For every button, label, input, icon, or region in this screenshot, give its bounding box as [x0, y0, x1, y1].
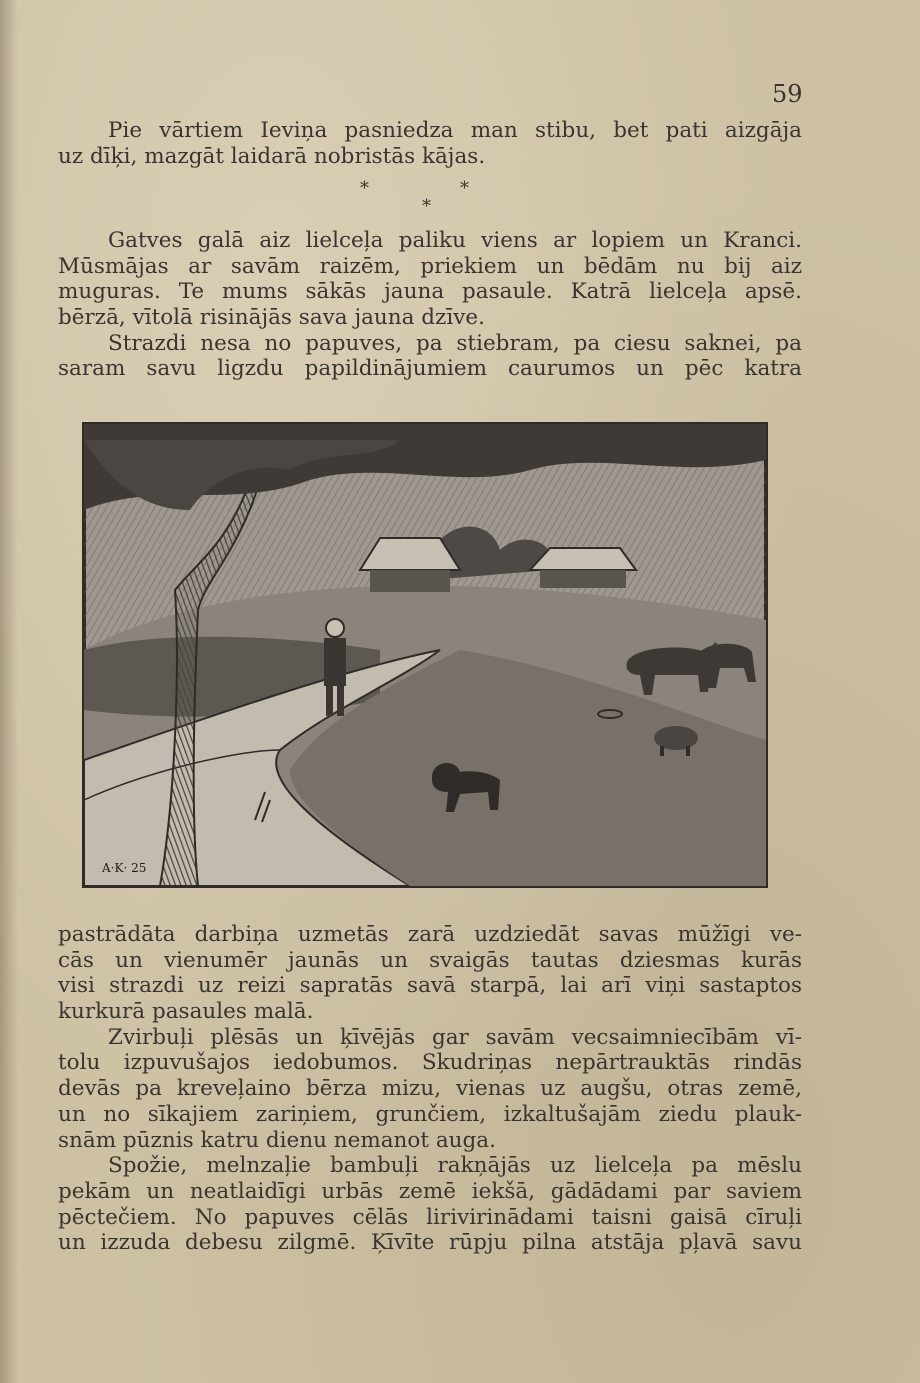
text-line: snām pūznis katru dienu nemanot auga.: [58, 1127, 496, 1153]
text-line: uz dīķi, mazgāt laidarā nobristās kājas.: [58, 143, 486, 169]
text-line: cās un vienumēr jaunās un svaigās tautas dziesmas kurās: [58, 947, 802, 973]
text-line: un izzuda debesu zilgmē. Ķīvīte rūpju pilna atstāja pļavā savu: [58, 1230, 802, 1256]
text-line: devās pa kreveļaino bērza mizu, vienas uz augšu, otras zemē,: [58, 1076, 802, 1102]
landscape-illustration: [80, 420, 770, 890]
text-line: visi strazdi uz reizi sapratās savā starpā, lai arī viņi sastaptos: [58, 973, 802, 999]
illustration-signature: A·K· 25: [102, 861, 147, 875]
text-line: un no sīkajiem zariņiem, grunčiem, izkaltušajām ziedu plauk-: [58, 1101, 802, 1127]
asterisk: *: [422, 196, 431, 217]
text-line: Spožie, melnzaļie bambuļi rakņājās uz lielceļa pa mēslu: [108, 1153, 802, 1179]
page-spine-shadow: [0, 0, 18, 1383]
illustration-drawing: [80, 420, 770, 890]
asterisk: *: [460, 178, 469, 199]
text-line: pēctečiem. No papuves cēlās lirivirinādami taisni gaisā cīruļi: [58, 1204, 802, 1230]
text-line: Zvirbuļi plēsās un ķīvējās gar savām vecsaimniecībām vī-: [108, 1024, 802, 1050]
text-line: Mūsmājas ar savām raizēm, priekiem un bēdām nu bij aiz: [58, 253, 802, 279]
paragraph-block-3: [58, 922, 802, 1256]
text-line: bērzā, vītolā risinājās sava jauna dzīve.: [58, 305, 485, 331]
text-line: tolu izpuvušajos iedobumos. Skudriņas nepārtrauktās rindās: [58, 1050, 802, 1076]
page-number: 59: [772, 80, 803, 108]
paragraph-block-1: [58, 118, 802, 169]
text-line: saram savu ligzdu papildinājumiem caurumos un pēc katra: [58, 356, 802, 382]
asterisk: *: [360, 178, 369, 199]
section-asterism: [330, 178, 530, 218]
text-line: Pie vārtiem Ieviņa pasniedza man stibu, bet pati aizgāja: [108, 118, 802, 143]
text-line: Strazdi nesa no papuves, pa stiebram, pa ciesu saknei, pa: [108, 330, 802, 356]
text-line: kurkurā pasaules malā.: [58, 999, 314, 1025]
text-line: pastrādāta darbiņa uzmetās zarā uzdziedāt savas mūžīgi ve-: [58, 922, 802, 947]
text-line: muguras. Te mums sākās jauna pasaule. Katrā lielceļa apsē.: [58, 279, 802, 305]
text-line: pekām un neatlaidīgi urbās zemē iekšā, gādādami par saviem: [58, 1178, 802, 1204]
paragraph-block-2: [58, 228, 802, 382]
text-line: Gatves galā aiz lielceļa paliku viens ar lopiem un Kranci.: [108, 228, 802, 253]
